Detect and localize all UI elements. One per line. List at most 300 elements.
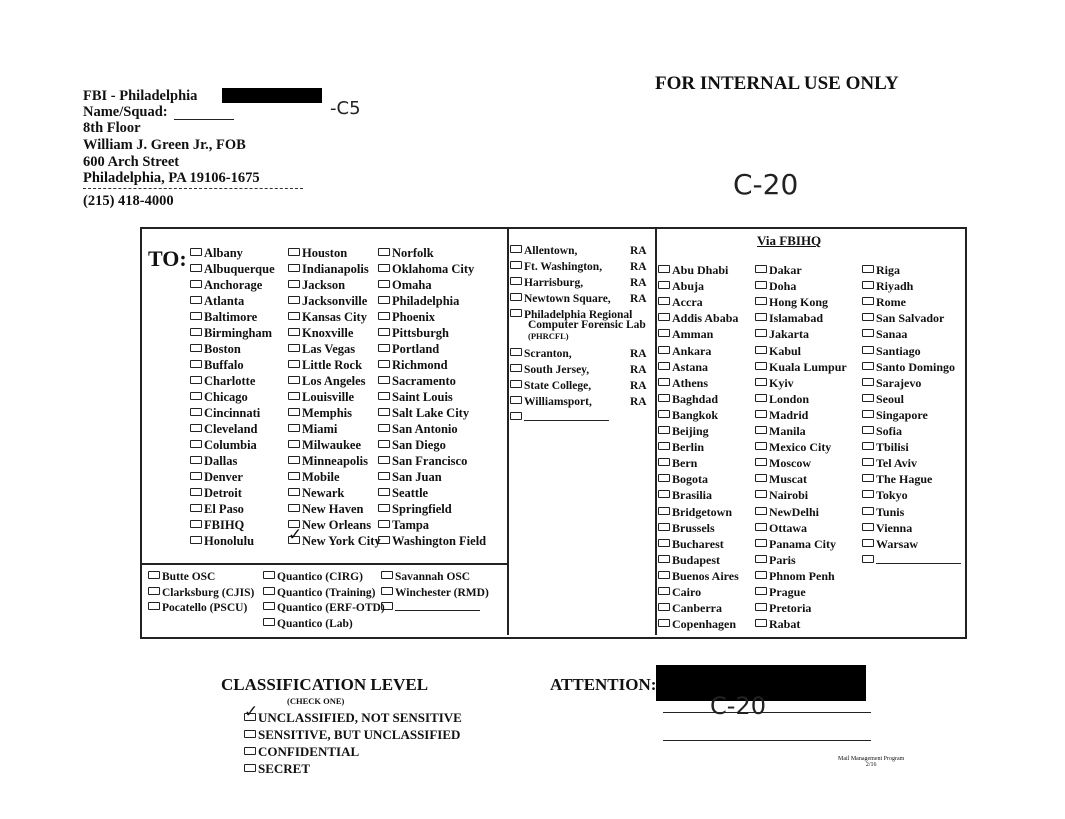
checkbox-icon[interactable]	[378, 328, 390, 336]
checkbox-item[interactable]	[190, 533, 254, 549]
checkbox-item[interactable]	[658, 584, 701, 600]
checkbox-icon[interactable]	[658, 587, 670, 595]
checkbox-item[interactable]	[862, 391, 904, 407]
checkbox-icon[interactable]	[263, 618, 275, 626]
checkbox-icon[interactable]	[510, 380, 522, 388]
checkbox-item[interactable]	[378, 309, 435, 325]
checkbox-item[interactable]	[658, 455, 697, 471]
checkbox-icon[interactable]	[378, 376, 390, 384]
checkbox-item[interactable]	[190, 325, 272, 341]
checkbox-item[interactable]	[190, 405, 260, 421]
checkbox-item[interactable]	[755, 600, 811, 616]
checkbox-item[interactable]	[658, 391, 718, 407]
checkbox-item[interactable]	[288, 373, 366, 389]
checkbox-item[interactable]	[148, 585, 254, 601]
checkbox-icon[interactable]	[263, 602, 275, 610]
checkbox-icon[interactable]	[755, 555, 767, 563]
checkbox-item[interactable]	[288, 469, 340, 485]
checkbox-icon[interactable]	[755, 346, 767, 354]
checkbox-icon[interactable]	[378, 344, 390, 352]
checkbox-icon[interactable]	[190, 424, 202, 432]
item-label: UNCLASSIFIED, NOT SENSITIVE	[258, 710, 462, 725]
checkbox-item[interactable]	[510, 243, 647, 259]
checkbox-item[interactable]	[755, 294, 828, 310]
checkbox-item[interactable]	[510, 410, 609, 426]
checkbox-item[interactable]	[755, 343, 801, 359]
checkbox-item[interactable]	[862, 262, 900, 278]
checkbox-icon[interactable]	[755, 539, 767, 547]
checkbox-icon[interactable]	[288, 360, 300, 368]
checkbox-item[interactable]	[862, 504, 904, 520]
checkbox-item[interactable]	[190, 421, 257, 437]
checkbox-item[interactable]	[190, 453, 237, 469]
checkbox-item[interactable]	[148, 569, 215, 585]
checkbox-item[interactable]	[658, 487, 712, 503]
checkbox-item[interactable]	[658, 600, 722, 616]
checkbox-icon[interactable]	[288, 392, 300, 400]
checkbox-icon[interactable]	[190, 280, 202, 288]
checkbox-icon[interactable]	[755, 329, 767, 337]
checkbox-icon[interactable]	[190, 376, 202, 384]
checkbox-icon[interactable]	[378, 408, 390, 416]
checkbox-item[interactable]	[378, 421, 458, 437]
checkbox-icon[interactable]	[190, 456, 202, 464]
checkbox-item[interactable]	[862, 310, 944, 326]
checkbox-item[interactable]	[148, 600, 247, 616]
checkbox-item[interactable]	[378, 517, 429, 533]
checkbox-item[interactable]	[862, 343, 921, 359]
checkbox-item[interactable]	[378, 293, 459, 309]
checkbox-item[interactable]	[288, 485, 344, 501]
checkbox-icon[interactable]	[378, 488, 390, 496]
checkbox-item[interactable]	[658, 471, 708, 487]
checkbox-icon[interactable]	[658, 313, 670, 321]
checkbox-item[interactable]	[862, 359, 955, 375]
checkbox-icon[interactable]	[148, 571, 160, 579]
checkbox-icon[interactable]	[190, 344, 202, 352]
checkbox-item[interactable]	[862, 439, 909, 455]
checkbox-icon[interactable]	[378, 520, 390, 528]
checkbox-icon[interactable]	[658, 426, 670, 434]
checkbox-icon[interactable]	[658, 619, 670, 627]
checkbox-icon[interactable]	[755, 507, 767, 515]
checkbox-item[interactable]	[755, 536, 836, 552]
checkbox-icon[interactable]	[510, 261, 522, 269]
checkbox-icon[interactable]	[378, 456, 390, 464]
checkbox-item[interactable]	[378, 373, 456, 389]
item-label: NewDelhi	[769, 504, 819, 519]
checkbox-item[interactable]	[288, 261, 369, 277]
checkbox-icon[interactable]	[381, 571, 393, 579]
checkbox-item[interactable]	[658, 407, 718, 423]
checkbox-icon[interactable]	[378, 312, 390, 320]
checkbox-item[interactable]	[244, 761, 310, 777]
checkbox-icon[interactable]	[658, 297, 670, 305]
checkbox-item[interactable]	[288, 245, 347, 261]
item-label: Bucharest	[672, 536, 724, 551]
checkbox-icon[interactable]	[190, 536, 202, 544]
checkbox-icon[interactable]	[755, 523, 767, 531]
checkbox-icon[interactable]	[755, 587, 767, 595]
checkbox-item[interactable]	[755, 439, 831, 455]
checkbox-item[interactable]	[658, 278, 704, 294]
checkbox-item[interactable]	[244, 727, 460, 743]
item-label: Copenhagen	[672, 617, 737, 632]
checkbox-icon[interactable]	[658, 281, 670, 289]
checkbox-item[interactable]	[658, 568, 739, 584]
checkbox-item[interactable]	[263, 569, 363, 585]
checkbox-icon[interactable]	[510, 348, 522, 356]
checkbox-item[interactable]	[755, 423, 806, 439]
checkbox-item[interactable]	[378, 405, 469, 421]
checkbox-icon[interactable]	[658, 571, 670, 579]
checkbox-icon[interactable]	[510, 293, 522, 301]
checkbox-icon[interactable]	[862, 442, 874, 450]
checkbox-item[interactable]	[381, 600, 480, 616]
checkbox-icon[interactable]	[755, 313, 767, 321]
checkbox-icon[interactable]	[244, 764, 256, 772]
checkbox-item[interactable]	[658, 326, 713, 342]
checkbox-icon[interactable]	[658, 603, 670, 611]
checkbox-item[interactable]	[658, 294, 703, 310]
checkbox-item[interactable]	[381, 585, 489, 601]
item-label: Houston	[302, 246, 348, 260]
checkbox-icon[interactable]	[378, 536, 390, 544]
checkbox-item[interactable]	[755, 455, 811, 471]
checkbox-icon[interactable]	[190, 520, 202, 528]
checkbox-icon[interactable]	[263, 587, 275, 595]
item-label: FBIHQ	[204, 518, 245, 532]
checkbox-icon[interactable]	[288, 488, 300, 496]
checkbox-item[interactable]	[862, 455, 917, 471]
checkbox-item[interactable]	[378, 277, 432, 293]
checkbox-item[interactable]	[658, 375, 708, 391]
checkbox-item[interactable]	[755, 568, 835, 584]
checkbox-item[interactable]	[263, 616, 353, 632]
checkbox-item[interactable]	[755, 584, 806, 600]
checkbox-icon[interactable]	[755, 442, 767, 450]
checkbox-item[interactable]	[378, 341, 439, 357]
checkbox-icon[interactable]	[288, 376, 300, 384]
checkbox-icon[interactable]	[658, 442, 670, 450]
checkbox-item[interactable]	[288, 293, 367, 309]
checkbox-icon[interactable]	[755, 265, 767, 273]
checkbox-item[interactable]	[862, 471, 932, 487]
checkbox-icon[interactable]	[862, 507, 874, 515]
checkbox-item[interactable]	[190, 373, 255, 389]
checkbox-item[interactable]	[244, 702, 462, 726]
checkbox-item[interactable]	[288, 453, 368, 469]
checkbox-item[interactable]	[190, 517, 244, 533]
checkbox-icon[interactable]	[658, 346, 670, 354]
checkbox-icon[interactable]	[658, 394, 670, 402]
checkbox-item[interactable]	[755, 504, 819, 520]
checkbox-icon[interactable]	[862, 313, 874, 321]
checkbox-icon[interactable]	[755, 281, 767, 289]
checkbox-icon[interactable]	[288, 248, 300, 256]
checkbox-icon[interactable]	[288, 456, 300, 464]
item-label: San Francisco	[392, 454, 468, 468]
checkbox-icon[interactable]	[288, 264, 300, 272]
checkbox-icon[interactable]	[378, 440, 390, 448]
checkbox-icon[interactable]	[862, 394, 874, 402]
checkbox-icon[interactable]	[378, 424, 390, 432]
checkbox-icon[interactable]	[658, 507, 670, 515]
checkbox-icon[interactable]	[658, 523, 670, 531]
checkbox-icon[interactable]	[862, 426, 874, 434]
checkbox-icon[interactable]	[755, 490, 767, 498]
checkbox-icon[interactable]	[378, 504, 390, 512]
item-label: Jakarta	[769, 327, 809, 342]
checkbox-item[interactable]	[510, 259, 647, 275]
checkbox-item[interactable]	[755, 375, 794, 391]
checkbox-icon[interactable]	[862, 458, 874, 466]
checkbox-item[interactable]	[263, 585, 376, 601]
checkbox-item[interactable]	[862, 520, 912, 536]
checkbox-icon[interactable]	[378, 296, 390, 304]
checkbox-icon[interactable]	[862, 362, 874, 370]
checkbox-icon[interactable]	[755, 426, 767, 434]
checkbox-item[interactable]	[190, 341, 241, 357]
checkbox-icon[interactable]	[755, 474, 767, 482]
checkbox-icon[interactable]	[658, 265, 670, 273]
checkbox-icon[interactable]	[510, 245, 522, 253]
checkbox-icon[interactable]	[862, 346, 874, 354]
checkbox-icon[interactable]	[378, 360, 390, 368]
checkbox-item[interactable]	[190, 501, 244, 517]
city: Philadelphia, PA 19106-1675	[83, 170, 260, 186]
checkbox-item[interactable]	[378, 501, 452, 517]
checkbox-item[interactable]	[658, 359, 708, 375]
checkbox-item[interactable]	[658, 262, 728, 278]
checkbox-icon[interactable]	[190, 328, 202, 336]
checkbox-item[interactable]	[288, 421, 337, 437]
checkbox-item[interactable]	[862, 407, 928, 423]
checkbox-item[interactable]	[263, 600, 385, 616]
checkbox-icon[interactable]	[190, 392, 202, 400]
checkbox-item[interactable]	[755, 326, 809, 342]
checkbox-icon[interactable]	[190, 472, 202, 480]
checkbox-icon[interactable]	[862, 329, 874, 337]
checkbox-icon[interactable]	[510, 396, 522, 404]
checkbox-item[interactable]	[190, 437, 257, 453]
checkbox-item[interactable]	[755, 616, 800, 632]
checkbox-icon[interactable]	[378, 392, 390, 400]
checkbox-item[interactable]	[510, 291, 647, 307]
checkbox-item[interactable]	[862, 278, 913, 294]
checkbox-icon[interactable]	[862, 539, 874, 547]
checkbox-icon[interactable]	[862, 474, 874, 482]
checkbox-icon[interactable]	[755, 394, 767, 402]
checkbox-icon[interactable]	[190, 296, 202, 304]
checkbox-icon[interactable]	[288, 504, 300, 512]
checkbox-icon[interactable]	[658, 410, 670, 418]
checkbox-item[interactable]	[288, 405, 352, 421]
checkbox-item[interactable]	[862, 487, 908, 503]
checkbox-item[interactable]	[658, 520, 715, 536]
checkbox-item[interactable]	[658, 343, 711, 359]
checkbox-item[interactable]	[378, 469, 442, 485]
checkbox-item[interactable]	[862, 536, 918, 552]
checkbox-item[interactable]	[190, 389, 248, 405]
checkbox-icon[interactable]	[288, 424, 300, 432]
checkbox-item[interactable]	[658, 552, 720, 568]
checkbox-item[interactable]	[378, 357, 448, 373]
checkbox-icon[interactable]	[862, 523, 874, 531]
checkbox-item[interactable]	[658, 536, 724, 552]
checkbox-item[interactable]	[288, 277, 345, 293]
checkbox-icon[interactable]	[288, 472, 300, 480]
checkbox-item[interactable]	[862, 294, 906, 310]
checkbox-icon[interactable]	[148, 587, 160, 595]
checkbox-item[interactable]	[378, 389, 453, 405]
checkbox-item[interactable]	[755, 471, 807, 487]
checkbox-item[interactable]	[288, 501, 363, 517]
checkbox-icon[interactable]	[755, 571, 767, 579]
checkbox-item[interactable]	[288, 437, 361, 453]
checkbox-item[interactable]	[381, 569, 470, 585]
checkbox-item[interactable]	[190, 277, 262, 293]
checkbox-icon[interactable]	[755, 362, 767, 370]
checkbox-icon[interactable]	[244, 747, 256, 755]
checkbox-icon[interactable]	[755, 410, 767, 418]
checkbox-icon[interactable]	[378, 248, 390, 256]
checkbox-icon[interactable]	[378, 280, 390, 288]
checkbox-icon[interactable]	[510, 364, 522, 372]
checkbox-item[interactable]	[658, 423, 709, 439]
checkbox-icon[interactable]	[862, 378, 874, 386]
checkbox-item[interactable]	[862, 326, 907, 342]
checkbox-item[interactable]	[658, 310, 738, 326]
checkbox-item[interactable]	[755, 278, 796, 294]
checkbox-item[interactable]	[378, 261, 474, 277]
attention-label: ATTENTION:	[550, 675, 657, 694]
checkbox-item[interactable]	[658, 616, 736, 632]
checkbox-icon[interactable]	[288, 280, 300, 288]
checkbox-icon[interactable]	[288, 344, 300, 352]
checkbox-item[interactable]	[378, 437, 446, 453]
checkbox-item[interactable]	[288, 357, 362, 373]
checkbox-icon[interactable]	[755, 378, 767, 386]
checkbox-icon[interactable]	[862, 265, 874, 273]
checkbox-icon[interactable]	[755, 297, 767, 305]
checkbox-icon[interactable]	[263, 571, 275, 579]
checkbox-item[interactable]	[378, 245, 434, 261]
checkbox-icon[interactable]	[190, 312, 202, 320]
checkbox-item[interactable]	[190, 245, 243, 261]
checkbox-icon[interactable]	[510, 277, 522, 285]
item-label: Los Angeles	[302, 374, 366, 388]
checkbox-item[interactable]	[755, 520, 807, 536]
checkbox-icon[interactable]	[658, 555, 670, 563]
item-label: Santiago	[876, 343, 921, 358]
checkbox-item[interactable]	[378, 533, 486, 549]
checkbox-item[interactable]	[755, 407, 808, 423]
checkbox-icon[interactable]	[288, 296, 300, 304]
checkbox-icon[interactable]	[658, 458, 670, 466]
checkbox-item[interactable]	[190, 261, 275, 277]
checkbox-item[interactable]	[288, 389, 354, 405]
checkbox-icon[interactable]	[288, 312, 300, 320]
checkbox-icon[interactable]	[381, 602, 393, 610]
checkbox-item[interactable]	[190, 485, 242, 501]
checkbox-icon[interactable]	[288, 328, 300, 336]
item-label: Birmingham	[204, 326, 273, 340]
checkbox-item[interactable]	[510, 346, 647, 362]
checkbox-item[interactable]	[862, 552, 961, 568]
checkbox-icon[interactable]	[148, 602, 160, 610]
checkbox-icon[interactable]	[862, 410, 874, 418]
checkbox-item[interactable]	[190, 293, 244, 309]
checkbox-item[interactable]	[288, 341, 355, 357]
checkbox-icon[interactable]	[510, 412, 522, 420]
checkbox-item[interactable]	[755, 487, 808, 503]
checkbox-icon[interactable]	[658, 490, 670, 498]
checkbox-icon[interactable]	[658, 539, 670, 547]
checkbox-icon[interactable]	[658, 474, 670, 482]
checkbox-icon[interactable]	[510, 309, 522, 317]
checkbox-icon[interactable]	[658, 362, 670, 370]
checkbox-icon[interactable]	[862, 555, 874, 563]
checkbox-icon[interactable]	[755, 619, 767, 627]
checkbox-item[interactable]	[755, 391, 809, 407]
checkbox-item[interactable]	[755, 359, 847, 375]
checkbox-icon[interactable]	[862, 281, 874, 289]
checkbox-icon[interactable]	[288, 440, 300, 448]
checkbox-icon[interactable]	[658, 329, 670, 337]
checkbox-icon[interactable]	[190, 264, 202, 272]
checkbox-icon[interactable]	[378, 264, 390, 272]
checkbox-item[interactable]	[658, 439, 704, 455]
checkbox-icon[interactable]	[862, 297, 874, 305]
checkbox-item[interactable]	[244, 744, 359, 760]
checkbox-item[interactable]	[510, 275, 647, 291]
checkbox-item[interactable]	[378, 325, 449, 341]
attention-handwriting: C-20	[710, 692, 766, 720]
checkbox-item[interactable]	[755, 310, 823, 326]
checkbox-item[interactable]	[288, 325, 353, 341]
checkbox-item[interactable]	[378, 485, 428, 501]
checkbox-icon[interactable]	[381, 587, 393, 595]
checkbox-item[interactable]	[190, 357, 244, 373]
checkbox-icon[interactable]	[288, 408, 300, 416]
checkbox-item[interactable]	[658, 504, 732, 520]
checkbox-icon[interactable]	[190, 360, 202, 368]
checkbox-icon[interactable]	[755, 603, 767, 611]
checkbox-icon[interactable]	[190, 488, 202, 496]
checkbox-icon[interactable]	[755, 458, 767, 466]
checkbox-item[interactable]	[755, 552, 796, 568]
checkbox-item[interactable]	[862, 423, 902, 439]
checkbox-icon[interactable]	[862, 490, 874, 498]
checkbox-item[interactable]	[190, 309, 257, 325]
checkbox-icon[interactable]	[190, 248, 202, 256]
checkbox-item[interactable]	[510, 394, 647, 410]
checkbox-item[interactable]	[378, 453, 467, 469]
checkbox-item[interactable]	[755, 262, 802, 278]
checkbox-item[interactable]	[288, 309, 367, 325]
checkbox-icon[interactable]	[190, 504, 202, 512]
checkbox-icon[interactable]	[658, 378, 670, 386]
checkbox-icon[interactable]	[190, 408, 202, 416]
checkbox-item[interactable]	[190, 469, 243, 485]
checkbox-icon[interactable]	[244, 730, 256, 738]
checkbox-item[interactable]	[510, 362, 647, 378]
checkbox-item[interactable]	[862, 375, 921, 391]
checkbox-icon[interactable]	[378, 472, 390, 480]
checkbox-icon[interactable]	[190, 440, 202, 448]
checkbox-item[interactable]	[510, 378, 647, 394]
